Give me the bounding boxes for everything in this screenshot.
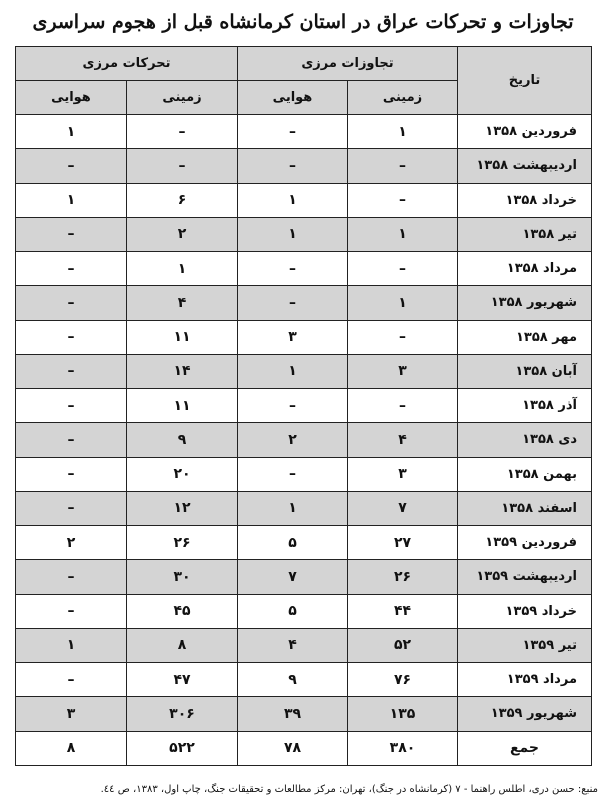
table-row [16,697,592,731]
cell-m-air: – [16,491,127,525]
cell-m-ground: ۱۱ [127,389,238,423]
cell-v-air: ۱ [238,183,348,217]
cell-v-ground: – [348,183,458,217]
cell-v-ground: ۳ [348,457,458,491]
cell-v-air: ۴ [238,628,348,662]
cell-v-ground: ۷۶ [348,663,458,697]
cell-v-air: – [238,389,348,423]
cell-m-air: – [16,663,127,697]
header-violations: تجاوزات مرزی [238,47,458,81]
table-row [16,320,592,354]
total-v-air: ۷۸ [238,731,348,766]
cell-date: مرداد ۱۳۵۹ [458,663,592,697]
table-row [16,389,592,423]
page-title: تجاوزات و تحرکات عراق در استان کرمانشاه قبل از هجوم سراسری [32,11,574,33]
cell-v-ground: – [348,252,458,286]
header-movements-ground: زمینی [127,81,238,115]
cell-date: شهریور ۱۳۵۸ [458,286,592,320]
cell-v-air: ۲ [238,423,348,457]
cell-m-air: – [16,594,127,628]
cell-date: فروردین ۱۳۵۹ [458,526,592,560]
cell-date: فروردین ۱۳۵۸ [458,115,592,149]
table-row [16,149,592,183]
cell-m-air: – [16,354,127,388]
cell-v-air: – [238,286,348,320]
cell-m-ground: ۱۱ [127,320,238,354]
cell-m-ground: ۲ [127,217,238,251]
cell-v-ground: ۲۷ [348,526,458,560]
table-row [16,115,592,149]
cell-v-ground: – [348,149,458,183]
cell-m-ground: ۱۴ [127,354,238,388]
table-row [16,663,592,697]
cell-date: آذر ۱۳۵۸ [458,389,592,423]
cell-m-air: – [16,560,127,594]
cell-date: خرداد ۱۳۵۸ [458,183,592,217]
cell-v-air: ۷ [238,560,348,594]
cell-v-ground: ۱ [348,115,458,149]
table-row [16,491,592,525]
cell-v-air: – [238,457,348,491]
cell-m-ground: ۳۰۶ [127,697,238,731]
total-row [16,731,592,766]
cell-date: دی ۱۳۵۸ [458,423,592,457]
cell-m-ground: ۶ [127,183,238,217]
cell-m-air: – [16,389,127,423]
cell-date: خرداد ۱۳۵۹ [458,594,592,628]
cell-date: اردیبهشت ۱۳۵۹ [458,560,592,594]
header-movements: تحرکات مرزی [16,47,238,81]
cell-date: بهمن ۱۳۵۸ [458,457,592,491]
cell-v-ground: – [348,389,458,423]
header-movements-air: هوایی [16,81,127,115]
cell-m-air: ۱ [16,115,127,149]
cell-date: شهریور ۱۳۵۹ [458,697,592,731]
cell-date: اسفند ۱۳۵۸ [458,491,592,525]
cell-m-ground: ۳۰ [127,560,238,594]
total-m-air: ۸ [16,731,127,766]
cell-date: تیر ۱۳۵۸ [458,217,592,251]
table-row [16,628,592,662]
table-row [16,286,592,320]
cell-m-ground: ۴ [127,286,238,320]
table-row [16,560,592,594]
table-row [16,217,592,251]
cell-v-ground: – [348,320,458,354]
total-m-ground: ۵۲۲ [127,731,238,766]
cell-date: اردیبهشت ۱۳۵۸ [458,149,592,183]
cell-v-air: ۱ [238,491,348,525]
cell-m-air: – [16,457,127,491]
cell-m-ground: ۱۲ [127,491,238,525]
table-body [16,115,592,766]
cell-m-ground: ۴۷ [127,663,238,697]
cell-date: آبان ۱۳۵۸ [458,354,592,388]
cell-v-air: – [238,252,348,286]
cell-v-air: ۱ [238,217,348,251]
cell-v-air: ۵ [238,594,348,628]
cell-v-air: ۳ [238,320,348,354]
cell-v-ground: ۴ [348,423,458,457]
cell-v-air: ۹ [238,663,348,697]
cell-m-ground: ۱ [127,252,238,286]
table-row [16,252,592,286]
source-note: منبع: حسن دری، اطلس راهنما - ۷ (کرمانشاه در جنگ)، تهران: مرکز مطالعات و تحقیقات جنگ، چاپ اول، ۱۳۸۳، ص ٤٤. [100,784,598,795]
total-label: جمع [458,731,592,766]
cell-v-air: ۱ [238,354,348,388]
cell-v-ground: ۵۲ [348,628,458,662]
cell-m-air: – [16,423,127,457]
cell-v-air: ۵ [238,526,348,560]
cell-m-air: – [16,149,127,183]
cell-m-ground: ۴۵ [127,594,238,628]
cell-date: مهر ۱۳۵۸ [458,320,592,354]
total-v-ground: ۳۸۰ [348,731,458,766]
cell-m-air: ۱ [16,183,127,217]
cell-m-ground: – [127,115,238,149]
cell-m-air: ۱ [16,628,127,662]
cell-m-air: – [16,286,127,320]
cell-m-air: – [16,320,127,354]
table-row [16,183,592,217]
table-row [16,526,592,560]
cell-m-ground: – [127,149,238,183]
cell-v-ground: ۱ [348,217,458,251]
table-row [16,594,592,628]
table-row [16,423,592,457]
cell-v-ground: ۳ [348,354,458,388]
cell-v-air: – [238,115,348,149]
cell-m-air: – [16,252,127,286]
table-row [16,354,592,388]
cell-v-ground: ۱ [348,286,458,320]
cell-date: مرداد ۱۳۵۸ [458,252,592,286]
cell-v-ground: ۲۶ [348,560,458,594]
header-date: تاریخ [458,47,592,115]
header-violations-ground: زمینی [348,81,458,115]
cell-m-ground: ۲۶ [127,526,238,560]
cell-v-air: – [238,149,348,183]
cell-v-ground: ۱۳۵ [348,697,458,731]
cell-v-air: ۳۹ [238,697,348,731]
header-violations-air: هوایی [238,81,348,115]
cell-m-air: ۳ [16,697,127,731]
cell-m-air: – [16,217,127,251]
cell-m-ground: ۲۰ [127,457,238,491]
cell-v-ground: ۷ [348,491,458,525]
cell-m-air: ۲ [16,526,127,560]
cell-m-ground: ۹ [127,423,238,457]
cell-m-ground: ۸ [127,628,238,662]
data-table [15,46,592,766]
cell-v-ground: ۴۴ [348,594,458,628]
cell-date: تیر ۱۳۵۹ [458,628,592,662]
table-row [16,457,592,491]
